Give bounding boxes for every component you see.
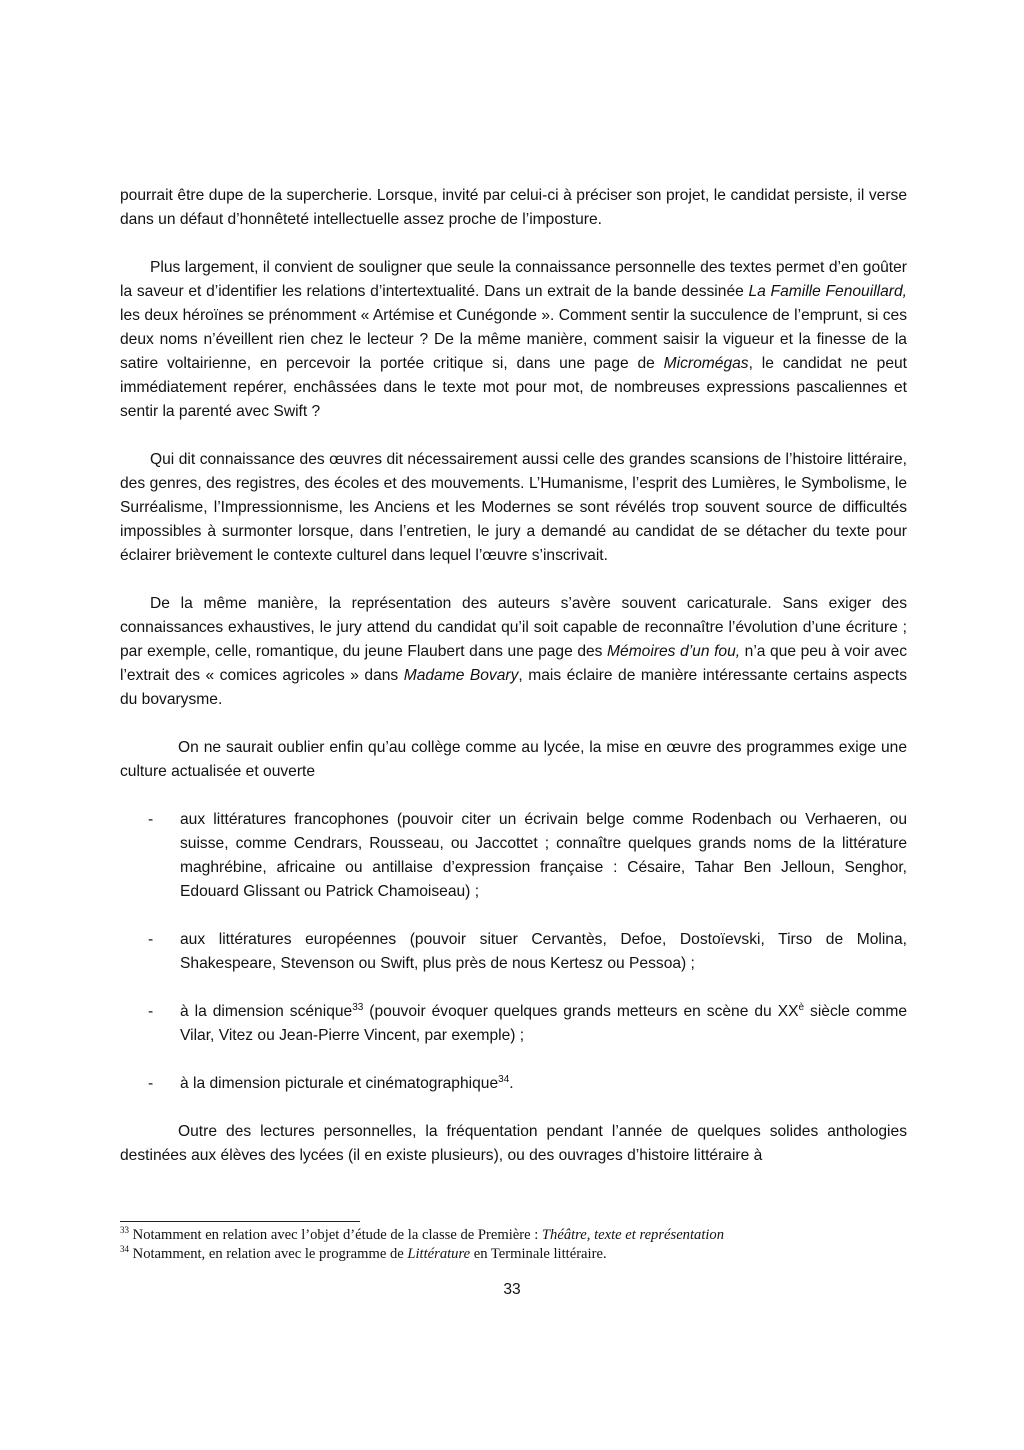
footnote-34	[120, 1245, 907, 1264]
footnote-divider	[120, 1221, 360, 1222]
footnote-33	[120, 1226, 907, 1245]
title-memoires-d-un-fou: Mémoires d’un fou,	[607, 643, 741, 660]
list-item-text-a: à la dimension picturale et cinématographique	[180, 1075, 499, 1092]
footnotes	[120, 1221, 907, 1264]
title-la-famille-fenouillard: La Famille Fenouillard,	[748, 283, 907, 300]
list-item	[120, 808, 907, 904]
footnote-text: Notamment en relation avec l’objet d’étude de la classe de Première :	[129, 1227, 542, 1243]
footnote-number: 34	[120, 1244, 129, 1255]
list-item-text-b: .	[509, 1075, 514, 1092]
page-number: 33	[503, 1281, 521, 1298]
paragraph-5: On ne saurait oublier enfin qu’au collège comme au lycée, la mise en œuvre des programmes exige une culture actualisée et ouverte	[120, 739, 907, 780]
footnote-title: Théâtre, texte et représentation	[541, 1227, 725, 1243]
list-item	[120, 1000, 907, 1048]
footnote-text: Notamment, en relation avec le programme de	[129, 1246, 408, 1262]
paragraph-2	[120, 256, 907, 424]
list-item-text-b: (pouvoir évoquer quelques grands metteurs en scène du XX	[363, 1003, 799, 1020]
list-item	[120, 928, 907, 976]
title-micromegas: Micromégas	[663, 355, 749, 372]
list-item-text-c: siècle comme Vilar, Vitez ou Jean-Pierre Vincent, par exemple) ;	[180, 1003, 907, 1044]
footnote-ref-33[interactable]: 33	[352, 1001, 364, 1013]
footnote-text-rest: en Terminale littéraire.	[470, 1246, 607, 1262]
paragraph-4-text-a: De la même manière, la représentation des auteurs s’avère souvent caricaturale. Sans exiger des connaissances exhaustives, le jury attend du candidat qu’il soit capable de reconnaître l’évolution d’une écriture ; par exemple, celle, romantique, du jeune Flaubert dans une page des	[120, 595, 907, 660]
paragraph-4-text-c: , mais éclaire de manière intéressante certains aspects du bovarysme.	[120, 667, 907, 708]
footnote-title: Littérature	[407, 1246, 471, 1262]
paragraph-4-text-b: n’a que peu à voir avec l’extrait des « comices agricoles » dans	[120, 643, 908, 684]
paragraph-3: Qui dit connaissance des œuvres dit nécessairement aussi celle des grandes scansions de l’histoire littéraire, des genres, des registres, des écoles et des mouvements. L’Humanisme, l’esprit des Lumières, le Symbolisme, le Surréalisme, l’Impressionnisme, les Anciens et les Modernes se sont révélés trop souvent source de difficultés impossibles à surmonter lorsque, dans l’entretien, le jury a demandé au candidat de se détacher du texte pour éclairer brièvement le contexte culturel dans lequel l’œuvre s’inscrivait.	[120, 451, 907, 564]
list-item-text: aux littératures francophones (pouvoir citer un écrivain belge comme Rodenbach ou Verhaeren, ou suisse, comme Cendrars, Rousseau, ou Jaccottet ; connaître quelques grands noms de la littérature maghrébine, africaine ou antillaise d’expression française : Césaire, Tahar Ben Jelloun, Senghor, Edouard Glissant ou Patrick Chamoiseau) ;	[180, 811, 907, 900]
title-madame-bovary: Madame Bovary	[403, 667, 519, 684]
footnote-number: 33	[120, 1225, 129, 1236]
paragraph-2-text-b: les deux héroïnes se prénomment « Artémise et Cunégonde ». Comment sentir la succulence de l’emprunt, si ces deux noms n’éveillent rien chez le lecteur ? De la même manière, comment saisir la vigueur et la finesse de la satire voltairienne, en percevoir la portée critique si, dans une page de	[120, 307, 907, 372]
page-body	[120, 184, 907, 1192]
culture-list	[120, 808, 907, 1096]
century-superscript: è	[798, 1001, 805, 1013]
list-item-text: aux littératures européennes (pouvoir situer Cervantès, Defoe, Dostoïevski, Tirso de Molina, Shakespeare, Stevenson ou Swift, plus près de nous Kertesz ou Pessoa) ;	[180, 931, 907, 972]
list-dash: -	[148, 1075, 154, 1092]
paragraph-2-text-a: Plus largement, il convient de souligner que seule la connaissance personnelle des textes permet d’en goûter la saveur et d’identifier les relations d’intertextualité. Dans un extrait de la bande dessinée	[120, 259, 907, 300]
paragraph-2-text-c: , le candidat ne peut immédiatement repérer, enchâssées dans le texte mot pour mot, de nombreuses expressions pascaliennes et sentir la parenté avec Swift ?	[120, 355, 908, 420]
list-item	[120, 1072, 907, 1096]
list-item-text-a: à la dimension scénique	[180, 1003, 353, 1020]
list-dash: -	[148, 1003, 154, 1020]
list-dash: -	[148, 931, 154, 948]
footnote-ref-34[interactable]: 34	[498, 1073, 510, 1085]
paragraph-1: pourrait être dupe de la supercherie. Lorsque, invité par celui-ci à préciser son projet, le candidat persiste, il verse dans un défaut d’honnêteté intellectuelle assez proche de l’imposture.	[120, 187, 907, 228]
paragraph-4	[120, 592, 907, 712]
list-dash: -	[148, 811, 154, 828]
paragraph-6: Outre des lectures personnelles, la fréquentation pendant l’année de quelques solides anthologies destinées aux élèves des lycées (il en existe plusieurs), ou des ouvrages d’histoire littéraire à	[120, 1123, 907, 1164]
